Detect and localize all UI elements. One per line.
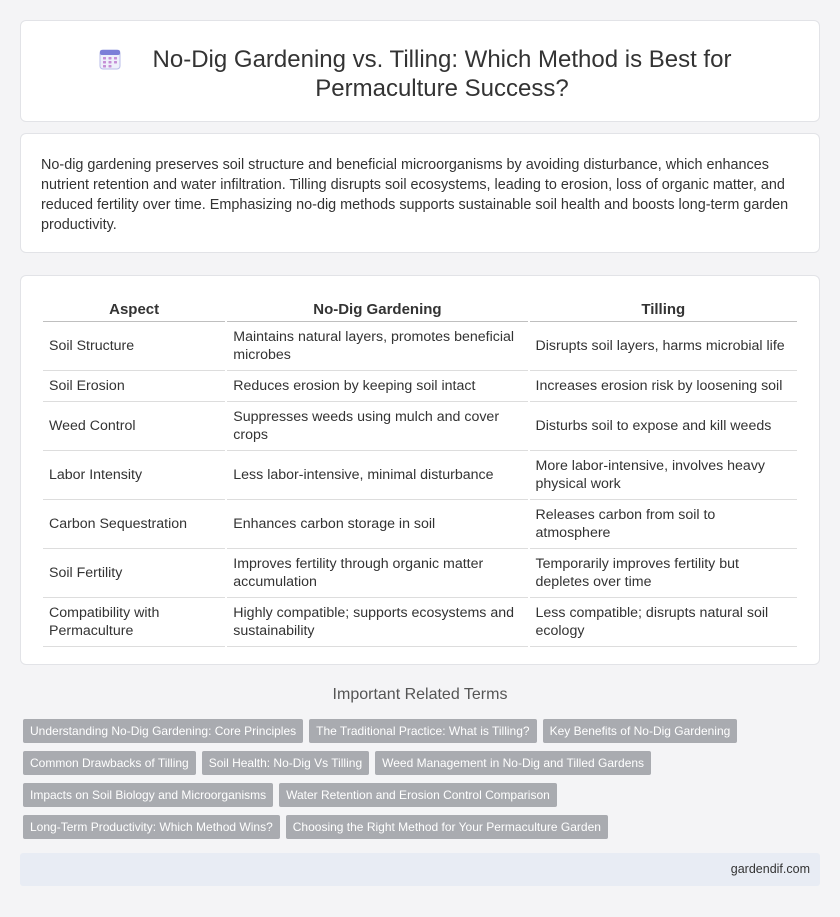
cell-aspect: Carbon Sequestration <box>43 500 225 549</box>
tag-link[interactable]: Key Benefits of No-Dig Gardening <box>543 719 738 743</box>
table-row <box>43 451 797 500</box>
tag-link[interactable]: Impacts on Soil Biology and Microorganisms <box>23 783 273 807</box>
tag-link[interactable]: Choosing the Right Method for Your Permaculture Garden <box>286 815 608 839</box>
header-aspect: Aspect <box>43 296 225 322</box>
cell-tilling: Temporarily improves fertility but depletes over time <box>530 549 797 598</box>
table-row <box>43 371 797 402</box>
comparison-table <box>41 296 799 647</box>
tag-row <box>23 751 823 783</box>
cell-tilling: Releases carbon from soil to atmosphere <box>530 500 797 549</box>
related-terms-tags <box>23 719 823 847</box>
table-row <box>43 598 797 647</box>
cell-tilling: Less compatible; disrupts natural soil ecology <box>530 598 797 647</box>
tag-link[interactable]: Weed Management in No-Dig and Tilled Gardens <box>375 751 651 775</box>
related-terms-heading: Important Related Terms <box>332 686 508 703</box>
cell-aspect: Soil Fertility <box>43 549 225 598</box>
table-header-row <box>43 296 797 322</box>
cell-aspect: Compatibility with Permaculture <box>43 598 225 647</box>
header-no-dig: No-Dig Gardening <box>227 296 527 322</box>
cell-no-dig: Highly compatible; supports ecosystems and sustainability <box>227 598 527 647</box>
tag-link[interactable]: Soil Health: No-Dig Vs Tilling <box>202 751 369 775</box>
cell-aspect: Weed Control <box>43 402 225 451</box>
cell-no-dig: Maintains natural layers, promotes beneficial microbes <box>227 322 527 371</box>
tag-row <box>23 815 823 847</box>
intro-paragraph: No-dig gardening preserves soil structure and beneficial microorganisms by avoiding disturbance, which enhances nutrient retention and water infiltration. Tilling disrupts soil ecosystems, leading to erosion, loss of organic matter, and reduced fertility over time. Emphasizing no-dig methods supports sustainable soil health and boosts long-term garden productivity. <box>41 157 789 233</box>
cell-tilling: More labor-intensive, involves heavy physical work <box>530 451 797 500</box>
footer-site-link[interactable]: gardendif.com <box>730 862 810 876</box>
tag-row <box>23 719 823 751</box>
table-row <box>43 500 797 549</box>
title-card <box>20 20 820 122</box>
tag-link[interactable]: Common Drawbacks of Tilling <box>23 751 196 775</box>
cell-tilling: Increases erosion risk by loosening soil <box>530 371 797 402</box>
cell-no-dig: Reduces erosion by keeping soil intact <box>227 371 527 402</box>
tag-link[interactable]: The Traditional Practice: What is Tilling? <box>309 719 536 743</box>
tag-link[interactable]: Water Retention and Erosion Control Comparison <box>279 783 557 807</box>
tag-row <box>23 783 823 815</box>
cell-tilling: Disturbs soil to expose and kill weeds <box>530 402 797 451</box>
title-row <box>21 45 819 103</box>
page-title-text: No-Dig Gardening vs. Tilling: Which Method is Best for Permaculture Success? <box>152 46 732 102</box>
cell-no-dig: Enhances carbon storage in soil <box>227 500 527 549</box>
cell-no-dig: Less labor-intensive, minimal disturbance <box>227 451 527 500</box>
cell-no-dig: Improves fertility through organic matter accumulation <box>227 549 527 598</box>
tag-link[interactable]: Understanding No-Dig Gardening: Core Principles <box>23 719 303 743</box>
intro-card <box>20 133 820 253</box>
cell-aspect: Soil Structure <box>43 322 225 371</box>
cell-aspect: Soil Erosion <box>43 371 225 402</box>
tag-link[interactable]: Long-Term Productivity: Which Method Wins? <box>23 815 280 839</box>
table-row <box>43 322 797 371</box>
calendar-icon <box>98 47 122 71</box>
table-row <box>43 549 797 598</box>
table-row <box>43 402 797 451</box>
page-title <box>98 45 742 103</box>
header-tilling: Tilling <box>530 296 797 322</box>
cell-no-dig: Suppresses weeds using mulch and cover crops <box>227 402 527 451</box>
footer <box>20 853 820 886</box>
cell-tilling: Disrupts soil layers, harms microbial life <box>530 322 797 371</box>
cell-aspect: Labor Intensity <box>43 451 225 500</box>
comparison-table-card <box>20 275 820 665</box>
